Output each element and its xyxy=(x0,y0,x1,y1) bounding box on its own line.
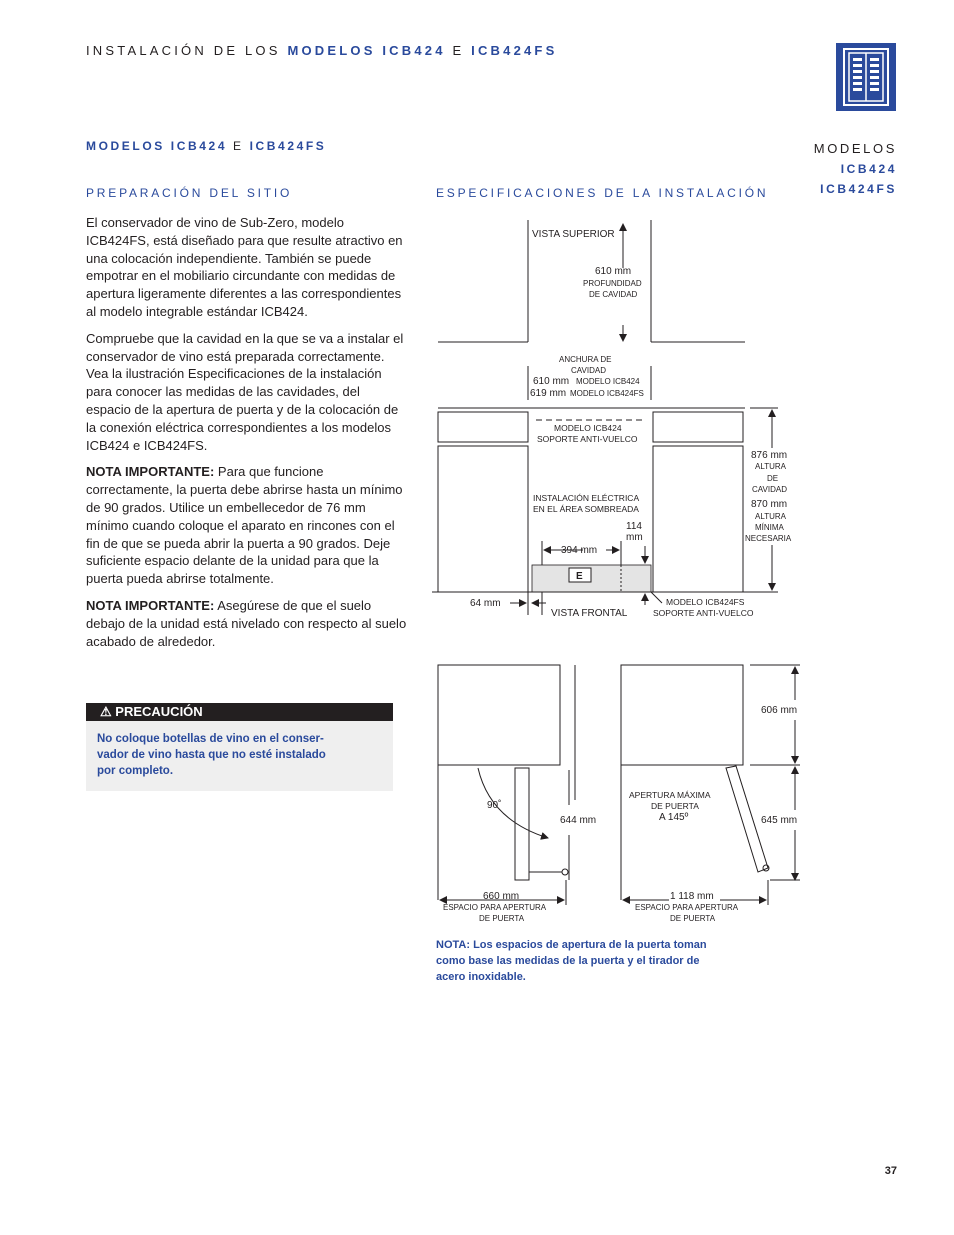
paragraph-2: Compruebe que la cavidad en la que se va a instalar el conservador de vino está preparada correctamente. Vea la ilustración Especificaciones de la instalación para conocer las medidas de las cavidades, del espacio de la apertura de puerta y de la colocación de la conexión eléctrica correspondientes a los modelos ICB424 e ICB424FS. xyxy=(86,330,404,453)
label-bracket2-2: SOPORTE ANTI-VUELCO xyxy=(653,608,754,618)
front-cab-ur xyxy=(653,412,743,442)
left-heading: PREPARACIÓN DEL SITIO xyxy=(86,186,293,200)
label-w2-mm: 619 mm xyxy=(530,388,567,399)
nota-line-1: NOTA: Los espacios de apertura de la puerta toman xyxy=(436,939,707,951)
right-heading: ESPECIFICACIONES DE LA INSTALACIÓN xyxy=(436,186,769,200)
side-label: MODELOS xyxy=(813,141,897,156)
label-depth-mm: 610 mm xyxy=(595,266,632,277)
header-model2: ICB424FS xyxy=(471,43,558,58)
label-bracket2-1: MODELO ICB424FS xyxy=(666,597,745,607)
label-h1-mm: 876 mm xyxy=(751,450,788,461)
label-open2-2: DE PUERTA xyxy=(670,914,716,923)
label-h2-2: MÍNIMA xyxy=(755,523,784,532)
note-1-label: NOTA IMPORTANTE: xyxy=(86,464,215,480)
note-2-text: Asegúrese de que el suelo debajo de la unidad está nivelado con respecto al suelo acabado de alrededor. xyxy=(86,597,407,649)
label-h114-mm: mm xyxy=(626,532,643,543)
header-models: MODELOS ICB424 xyxy=(287,43,446,58)
label-open2-1: ESPACIO PARA APERTURA xyxy=(635,903,739,912)
label-h2-1: ALTURA xyxy=(755,512,786,521)
side-cab-145 xyxy=(621,665,743,765)
label-elec-1: INSTALACIÓN ELÉCTRICA xyxy=(533,493,640,503)
caution-line-3: por completo. xyxy=(97,765,174,777)
handle-90-knob xyxy=(562,869,568,875)
label-open-1: ESPACIO PARA APERTURA xyxy=(443,903,547,912)
warning-icon: ⚠ xyxy=(100,704,112,719)
label-door644: 644 mm xyxy=(560,815,597,826)
side-cab-90 xyxy=(438,665,560,765)
section-title-1: MODELOS ICB424 xyxy=(86,139,228,153)
label-depth-1: PROFUNDIDAD xyxy=(583,279,642,288)
label-e-box: E xyxy=(576,571,583,582)
label-d645: 645 mm xyxy=(761,815,798,826)
caution-title: PRECAUCIÓN xyxy=(115,704,203,719)
label-h1-2: DE xyxy=(767,474,779,483)
label-w1-mm: 610 mm xyxy=(533,376,570,387)
label-h114: 114 xyxy=(626,521,642,532)
label-w2-model: MODELO ICB424FS xyxy=(570,389,644,398)
label-bracket1-1: MODELO ICB424 xyxy=(554,423,622,433)
label-w1-model: MODELO ICB424 xyxy=(576,377,640,386)
label-width-1: ANCHURA DE xyxy=(559,355,612,364)
label-h1-3: CAVIDAD xyxy=(752,485,787,494)
note-1-text: Para que funcione correctamente, la puerta debe abrirse hasta un mínimo de 90 grados. Utilice un embellecedor de 76 mm mínimo cuando coloque el aparato en rincones con el fin de que se pueda abrir la puerta a 90 grados. Deje suficiente espacio delante de la unidad para que la puerta pueda abrirse totalmente. xyxy=(86,464,403,587)
label-max-1: APERTURA MÁXIMA xyxy=(629,790,711,800)
label-open660: 660 mm xyxy=(483,891,520,902)
label-open-2: DE PUERTA xyxy=(479,914,525,923)
nota-line-2: como base las medidas de la puerta y el tirador de xyxy=(436,955,700,967)
bracket2-pointer xyxy=(651,592,662,603)
side-view-90 xyxy=(438,665,575,905)
nota-line-3: acero inoxidable. xyxy=(436,971,526,983)
side-model-2: ICB424FS xyxy=(820,182,897,196)
side-view-145 xyxy=(621,665,800,905)
label-d64: 64 mm xyxy=(470,598,501,609)
label-elec-2: EN EL ÁREA SOMBREADA xyxy=(533,504,639,514)
label-max-3: A 145º xyxy=(659,812,689,823)
label-max-2: DE PUERTA xyxy=(651,801,699,811)
section-title-2: ICB424FS xyxy=(249,139,327,153)
note-2-label: NOTA IMPORTANTE: xyxy=(86,597,215,613)
front-cab-ul xyxy=(438,412,528,442)
label-top-view: VISTA SUPERIOR xyxy=(532,229,615,240)
paragraph-1: El conservador de vino de Sub-Zero, modelo ICB424FS, está diseñado para que resulte atractivo en una colocación independiente. También se puede empotrar en el mobiliario circundante con medidas de apertura ligeramente diferentes a las correspondientes al modelo integrable estándar ICB424. xyxy=(86,215,403,319)
front-cab-lr xyxy=(653,446,743,592)
page-number: 37 xyxy=(884,1165,897,1177)
label-front-view: VISTA FRONTAL xyxy=(551,608,628,619)
label-h1-1: ALTURA xyxy=(755,462,786,471)
label-bracket1-2: SOPORTE ANTI-VUELCO xyxy=(537,434,638,444)
front-cab-ll xyxy=(438,446,528,592)
label-angle90: 90˚ xyxy=(487,800,502,811)
label-h2-3: NECESARIA xyxy=(745,534,792,543)
label-width-2: CAVIDAD xyxy=(571,366,606,375)
side-model-1: ICB424 xyxy=(840,162,897,176)
label-h2-mm: 870 mm xyxy=(751,499,788,510)
caution-line-1: No coloque botellas de vino en el conser- xyxy=(97,733,324,745)
section-title-conj: E xyxy=(227,139,250,153)
label-w394: 394 mm xyxy=(561,545,598,556)
header-prefix: INSTALACIÓN DE LOS xyxy=(86,43,288,58)
nota-block xyxy=(436,937,756,985)
label-depth-2: DE CAVIDAD xyxy=(589,290,638,299)
header-conj: E xyxy=(445,43,472,58)
caution-line-2: vador de vino hasta que no esté instalado xyxy=(97,749,326,761)
label-open1118: 1 118 mm xyxy=(670,891,714,902)
label-d606: 606 mm xyxy=(761,705,798,716)
